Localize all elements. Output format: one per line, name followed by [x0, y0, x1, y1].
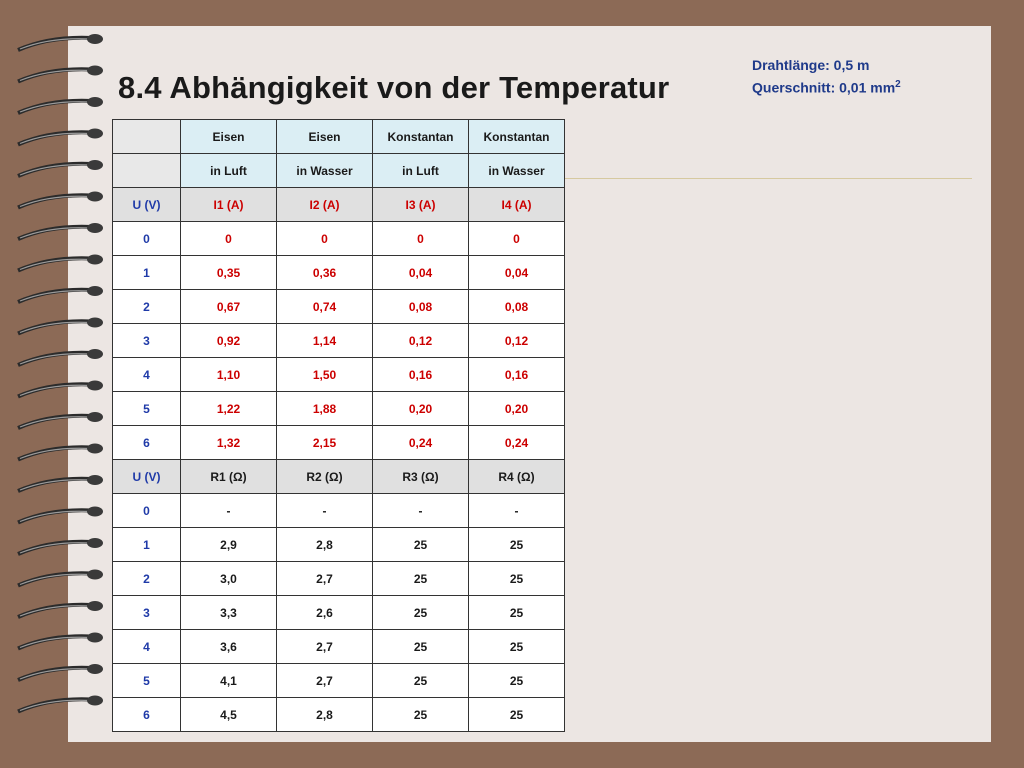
table-cell: 0,16 [469, 358, 565, 392]
table-cell: 0,36 [277, 256, 373, 290]
table-cell: 1,50 [277, 358, 373, 392]
spiral-hole [87, 34, 103, 44]
table-cell: 2 [113, 290, 181, 324]
table-cell: 1,32 [181, 426, 277, 460]
spiral-hole [87, 633, 103, 643]
table-cell: 2 [113, 562, 181, 596]
table-cell: 25 [469, 596, 565, 630]
table-cell: 0,16 [373, 358, 469, 392]
cross-section [752, 75, 901, 98]
table-cell: 0,04 [373, 256, 469, 290]
table-cell: 5 [113, 664, 181, 698]
table-cell: - [181, 494, 277, 528]
table-cell: 25 [469, 562, 565, 596]
table-cell: 25 [373, 562, 469, 596]
resistance-row [113, 596, 565, 630]
table-cell: 3 [113, 596, 181, 630]
current-row [113, 290, 565, 324]
cross-section-label: Querschnitt: 0,01 mm [752, 79, 896, 96]
current-header-row [113, 188, 565, 222]
current-row [113, 256, 565, 290]
spiral-hole [87, 444, 103, 454]
divider-line [562, 178, 972, 179]
table-cell: 0 [113, 494, 181, 528]
spiral-hole [87, 97, 103, 107]
table-cell: 3,6 [181, 630, 277, 664]
spiral-hole [87, 412, 103, 422]
table-cell: - [373, 494, 469, 528]
spiral-binding [0, 0, 120, 768]
table-cell: Eisen [277, 120, 373, 154]
table-cell: 6 [113, 698, 181, 732]
table-cell: 1,14 [277, 324, 373, 358]
spiral-hole [87, 129, 103, 139]
current-row [113, 324, 565, 358]
table-cell: 0,08 [373, 290, 469, 324]
medium-header-row [113, 154, 565, 188]
spiral-hole [87, 475, 103, 485]
wire-length: Drahtlänge: 0,5 m [752, 57, 870, 73]
table-cell: 2,7 [277, 562, 373, 596]
table-cell: 2,7 [277, 664, 373, 698]
table-cell: 0,12 [469, 324, 565, 358]
wire-info [752, 55, 901, 98]
table-cell: 25 [469, 664, 565, 698]
table-cell: - [469, 494, 565, 528]
spiral-hole [87, 255, 103, 265]
table-cell: I1 (A) [181, 188, 277, 222]
current-row [113, 392, 565, 426]
table-cell: 2,7 [277, 630, 373, 664]
table-cell: 2,15 [277, 426, 373, 460]
table-cell: 0,20 [373, 392, 469, 426]
table-cell: 1,88 [277, 392, 373, 426]
table-cell: 3,3 [181, 596, 277, 630]
table-cell: 0 [469, 222, 565, 256]
table-cell: 2,9 [181, 528, 277, 562]
spiral-hole [87, 160, 103, 170]
spiral-hole [87, 318, 103, 328]
table-cell: 1,22 [181, 392, 277, 426]
table-cell: 25 [373, 664, 469, 698]
table-cell: 0,04 [469, 256, 565, 290]
table-cell: - [277, 494, 373, 528]
spiral-hole [87, 696, 103, 706]
table-cell: 0 [181, 222, 277, 256]
spiral-hole [87, 349, 103, 359]
table-cell: 4,5 [181, 698, 277, 732]
table-cell: Eisen [181, 120, 277, 154]
spiral-hole [87, 286, 103, 296]
table-cell: 4 [113, 630, 181, 664]
table-cell: U (V) [113, 460, 181, 494]
current-row [113, 426, 565, 460]
table-cell: 0,67 [181, 290, 277, 324]
table-cell: 25 [469, 528, 565, 562]
table-cell: 25 [373, 596, 469, 630]
table-cell: I2 (A) [277, 188, 373, 222]
table-cell: 0,24 [469, 426, 565, 460]
current-row [113, 222, 565, 256]
table-cell [113, 120, 181, 154]
table-cell: 0,35 [181, 256, 277, 290]
table-cell: 3,0 [181, 562, 277, 596]
table-cell: 4 [113, 358, 181, 392]
table-cell: 25 [373, 528, 469, 562]
table-cell: 25 [373, 630, 469, 664]
table-cell: 3 [113, 324, 181, 358]
table-cell: Konstantan [469, 120, 565, 154]
table-cell: 2,6 [277, 596, 373, 630]
spiral-hole [87, 192, 103, 202]
table-cell: in Luft [373, 154, 469, 188]
page-title: 8.4 Abhängigkeit von der Temperatur [118, 70, 670, 105]
table-cell: 0,12 [373, 324, 469, 358]
resistance-row [113, 698, 565, 732]
current-row [113, 358, 565, 392]
resistance-row [113, 664, 565, 698]
table-cell: R3 (Ω) [373, 460, 469, 494]
table-cell: R2 (Ω) [277, 460, 373, 494]
table-cell: 0,24 [373, 426, 469, 460]
table-cell: 0,92 [181, 324, 277, 358]
table-cell [113, 154, 181, 188]
table-cell: 0,20 [469, 392, 565, 426]
table-cell: Konstantan [373, 120, 469, 154]
table-cell: 0 [373, 222, 469, 256]
table-cell: 1,10 [181, 358, 277, 392]
spiral-hole [87, 538, 103, 548]
spiral-hole [87, 381, 103, 391]
table-cell: 1 [113, 256, 181, 290]
table-cell: in Wasser [277, 154, 373, 188]
table-cell: 5 [113, 392, 181, 426]
table-cell: 6 [113, 426, 181, 460]
table-cell: I4 (A) [469, 188, 565, 222]
spiral-hole [87, 570, 103, 580]
resistance-row [113, 630, 565, 664]
table-cell: 25 [373, 698, 469, 732]
table-cell: 0,74 [277, 290, 373, 324]
table-cell: 0,08 [469, 290, 565, 324]
material-header-row [113, 120, 565, 154]
table-cell: 2,8 [277, 528, 373, 562]
resistance-header-row [113, 460, 565, 494]
table-cell: 25 [469, 698, 565, 732]
table-cell: 4,1 [181, 664, 277, 698]
table-cell: I3 (A) [373, 188, 469, 222]
table-cell: in Luft [181, 154, 277, 188]
spiral-hole [87, 507, 103, 517]
table-cell: 1 [113, 528, 181, 562]
resistance-row [113, 528, 565, 562]
measurement-table [112, 119, 565, 732]
table-cell: R4 (Ω) [469, 460, 565, 494]
table-cell: in Wasser [469, 154, 565, 188]
spiral-hole [87, 66, 103, 76]
table-cell: U (V) [113, 188, 181, 222]
spiral-hole [87, 223, 103, 233]
resistance-row [113, 494, 565, 528]
resistance-row [113, 562, 565, 596]
table-cell: 2,8 [277, 698, 373, 732]
spiral-hole [87, 664, 103, 674]
table-cell: R1 (Ω) [181, 460, 277, 494]
table-cell: 25 [469, 630, 565, 664]
spiral-hole [87, 601, 103, 611]
cross-section-exponent: 2 [895, 79, 901, 90]
table-cell: 0 [277, 222, 373, 256]
table-cell: 0 [113, 222, 181, 256]
